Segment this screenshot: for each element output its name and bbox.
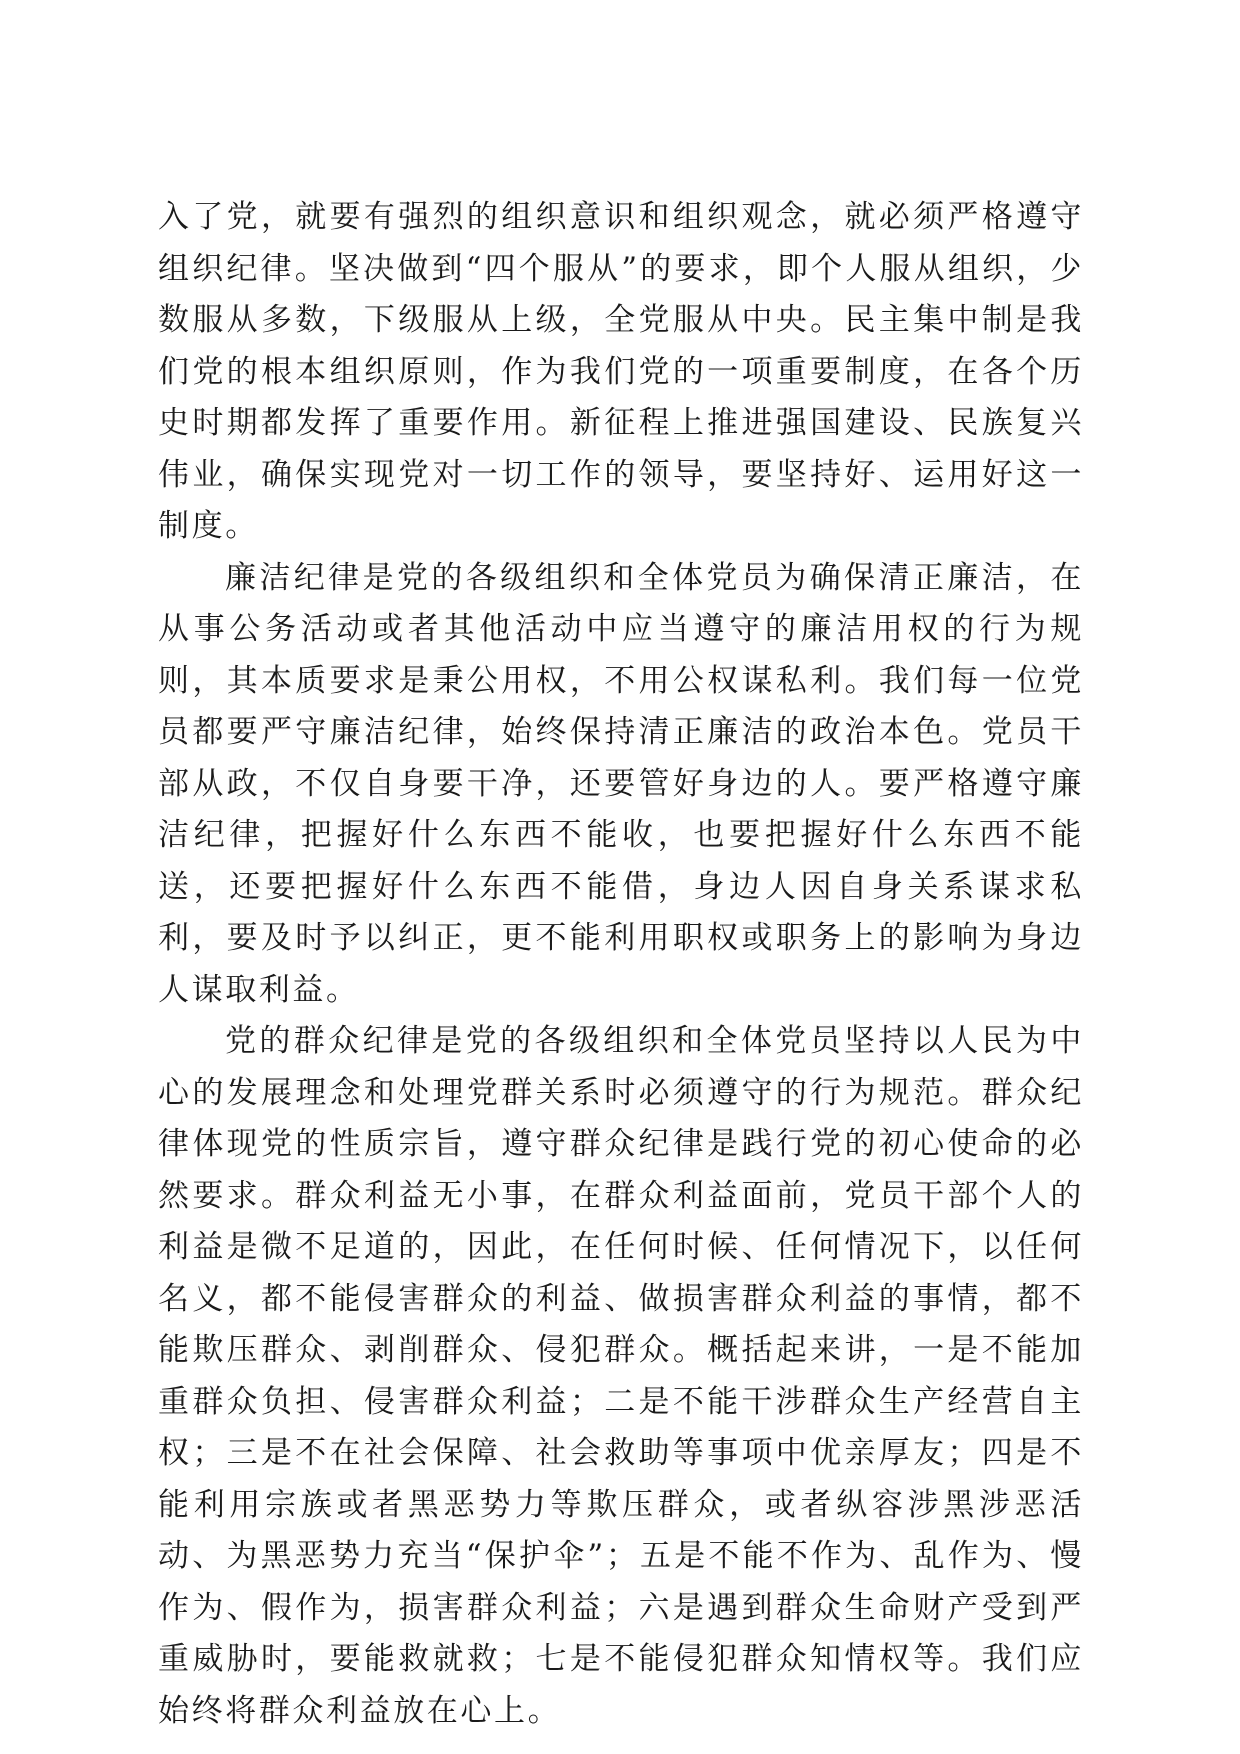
paragraph-integrity-discipline: 廉洁纪律是党的各级组织和全体党员为确保清正廉洁，在从事公务活动或者其他活动中应当遵守的廉洁用权的行为规则，其本质要求是秉公用权，不用公权谋私利。我们每一位党员都要严守廉洁纪律，始终保持清正廉洁的政治本色。党员干部从政，不仅自身要干净，还要管好身边的人。要严格遵守廉洁纪律，把握好什么东西不能收，也要把握好什么东西不能送，还要把握好什么东西不能借，身边人因自身关系谋求私利，要及时予以纠正，更不能利用职权或职务上的影响为身边人谋取利益。 xyxy=(158,559,1084,1008)
paragraph-organization-discipline: 入了党，就要有强烈的组织意识和组织观念，就必须严格遵守组织纪律。坚决做到“四个服从”的要求，即个人服从组织，少数服从多数，下级服从上级，全党服从中央。民主集中制是我们党的根本组织原则，作为我们党的一项重要制度，在各个历史时期都发挥了重要作用。新征程上推进强国建设、民族复兴伟业，确保实现党对一切工作的领导，要坚持好、运用好这一制度。 xyxy=(158,199,1084,544)
paragraph-mass-discipline: 党的群众纪律是党的各级组织和全体党员坚持以人民为中心的发展理念和处理党群关系时必须遵守的行为规范。群众纪律体现党的性质宗旨，遵守群众纪律是践行党的初心使命的必然要求。群众利益无小事，在群众利益面前，党员干部个人的利益是微不足道的，因此，在任何时候、任何情况下，以任何名义，都不能侵害群众的利益、做损害群众利益的事情，都不能欺压群众、剥削群众、侵犯群众。概括起来讲，一是不能加重群众负担、侵害群众利益；二是不能干涉群众生产经营自主权；三是不在社会保障、社会救助等事项中优亲厚友；四是不能利用宗族或者黑恶势力等欺压群众，或者纵容涉黑涉恶活动、为黑恶势力充当“保护伞”；五是不能不作为、乱作为、慢作为、假作为，损害群众利益；六是遇到群众生命财产受到严重威胁时，要能救就救；七是不能侵犯群众知情权等。我们应始终将群众利益放在心上。 xyxy=(158,1023,1084,1729)
document-body xyxy=(158,192,1084,1737)
